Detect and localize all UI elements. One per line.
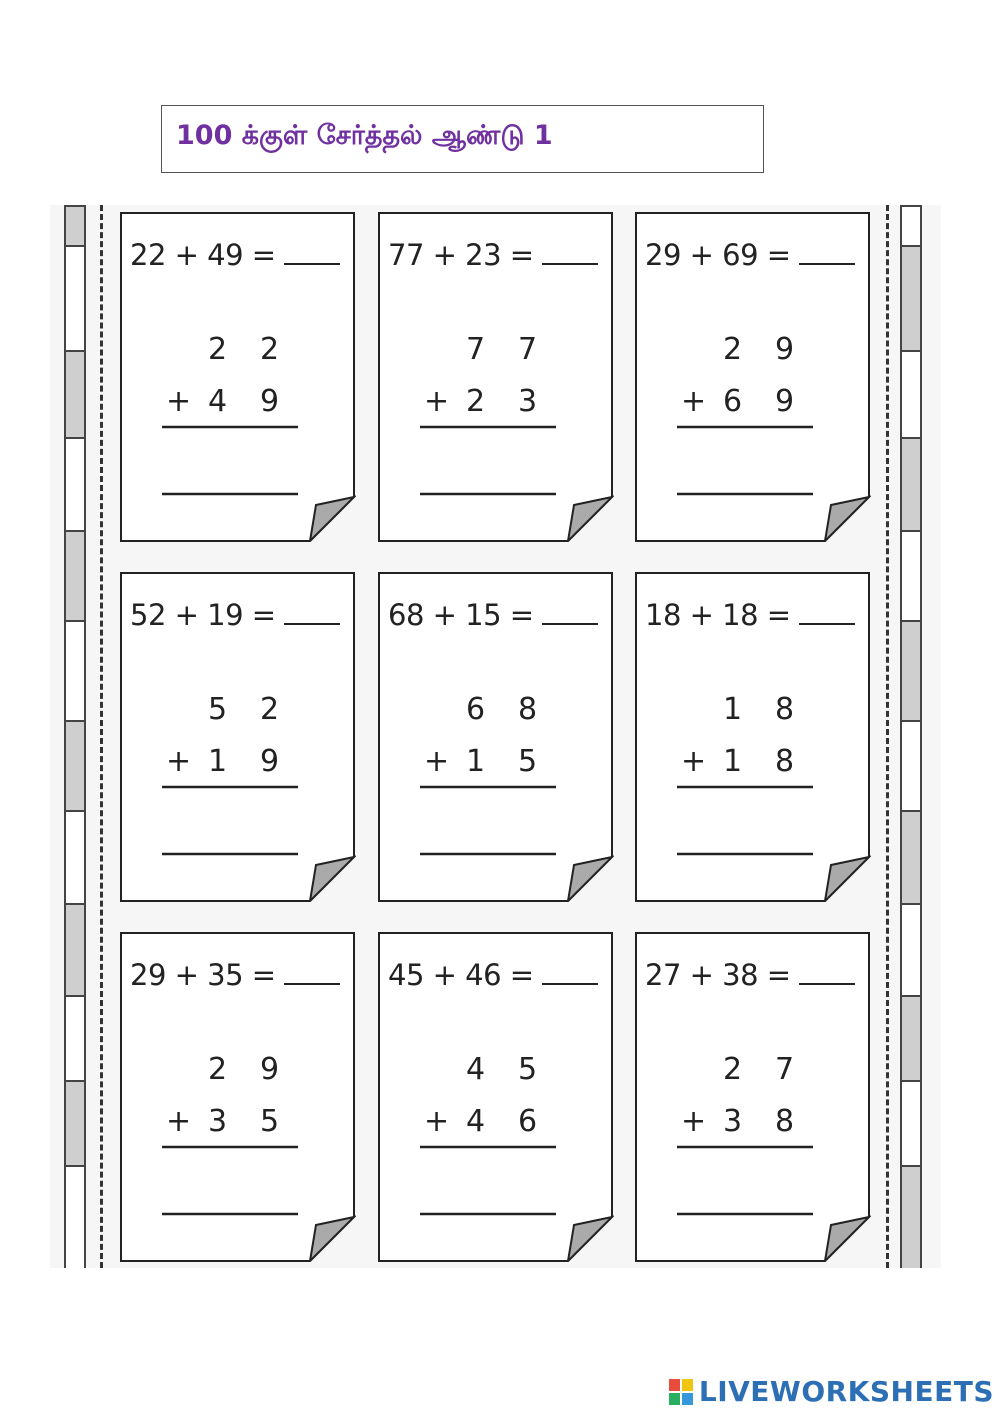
plus-sign: + <box>681 384 707 419</box>
bottom-tens-digit: 2 <box>466 384 486 419</box>
plus-sign: + <box>166 744 192 779</box>
problem-card <box>635 212 871 542</box>
equation-text <box>645 598 855 632</box>
problem-card <box>635 932 871 1262</box>
problem-card <box>120 932 356 1262</box>
equation-text <box>130 598 340 632</box>
title-box <box>161 105 764 173</box>
border-segment <box>66 530 84 620</box>
top-tens-digit: 2 <box>208 332 228 367</box>
bottom-ones-digit: 8 <box>775 744 795 779</box>
top-ones-digit: 9 <box>260 1052 280 1087</box>
worksheet-sheet <box>50 205 941 1268</box>
bottom-ones-digit: 9 <box>260 744 280 779</box>
top-ones-digit: 7 <box>775 1052 795 1087</box>
equation-answer-blank[interactable] <box>542 959 598 985</box>
equation-label: 22 + 49 = <box>130 238 276 272</box>
equation-label: 52 + 19 = <box>130 598 276 632</box>
top-tens-digit: 7 <box>466 332 486 367</box>
problem-card <box>120 572 356 902</box>
top-ones-digit: 8 <box>775 692 795 727</box>
logo-text: LIVEWORKSHEETS <box>698 1375 994 1408</box>
bottom-tens-digit: 3 <box>208 1104 228 1139</box>
top-ones-digit: 7 <box>518 332 538 367</box>
top-tens-digit: 2 <box>723 1052 743 1087</box>
bottom-tens-digit: 6 <box>723 384 743 419</box>
border-segment <box>902 530 920 620</box>
problem-card <box>378 572 614 902</box>
left-border-strip <box>64 205 86 1268</box>
equation-answer-blank[interactable] <box>799 959 855 985</box>
top-tens-digit: 4 <box>466 1052 486 1087</box>
border-segment <box>66 620 84 720</box>
equation-label: 29 + 69 = <box>645 238 791 272</box>
top-ones-digit: 5 <box>518 1052 538 1087</box>
equation-text <box>388 598 598 632</box>
equation-text <box>645 958 855 992</box>
bottom-ones-digit: 9 <box>260 384 280 419</box>
top-ones-digit: 2 <box>260 692 280 727</box>
plus-sign: + <box>424 744 450 779</box>
bottom-ones-digit: 8 <box>775 1104 795 1139</box>
border-segment <box>902 350 920 437</box>
liveworksheets-logo <box>669 1375 994 1408</box>
bottom-tens-digit: 1 <box>723 744 743 779</box>
top-tens-digit: 1 <box>723 692 743 727</box>
plus-sign: + <box>681 1104 707 1139</box>
worksheet-title: 100 க்குள் சேர்த்தல் ஆண்டு 1 <box>176 120 553 151</box>
border-segment <box>66 1080 84 1165</box>
equation-label: 77 + 23 = <box>388 238 534 272</box>
top-ones-digit: 9 <box>775 332 795 367</box>
bottom-ones-digit: 6 <box>518 1104 538 1139</box>
bottom-ones-digit: 3 <box>518 384 538 419</box>
problem-card <box>378 932 614 1262</box>
equation-answer-blank[interactable] <box>799 239 855 265</box>
bottom-tens-digit: 4 <box>208 384 228 419</box>
border-segment <box>66 810 84 903</box>
equation-label: 27 + 38 = <box>645 958 791 992</box>
border-segment <box>66 720 84 810</box>
equation-answer-blank[interactable] <box>284 239 340 265</box>
equation-answer-blank[interactable] <box>542 239 598 265</box>
problem-card <box>120 212 356 542</box>
equation-answer-blank[interactable] <box>799 599 855 625</box>
bottom-tens-digit: 1 <box>208 744 228 779</box>
top-tens-digit: 2 <box>208 1052 228 1087</box>
plus-sign: + <box>681 744 707 779</box>
bottom-tens-digit: 1 <box>466 744 486 779</box>
plus-sign: + <box>166 1104 192 1139</box>
top-ones-digit: 2 <box>260 332 280 367</box>
top-ones-digit: 8 <box>518 692 538 727</box>
equation-label: 29 + 35 = <box>130 958 276 992</box>
border-segment <box>66 995 84 1080</box>
border-segment <box>66 437 84 530</box>
equation-label: 18 + 18 = <box>645 598 791 632</box>
border-segment <box>902 245 920 350</box>
border-segment <box>902 620 920 720</box>
equation-answer-blank[interactable] <box>284 959 340 985</box>
top-tens-digit: 2 <box>723 332 743 367</box>
right-dashed-line <box>886 205 889 1268</box>
equation-text <box>130 238 340 272</box>
top-tens-digit: 6 <box>466 692 486 727</box>
problem-card <box>378 212 614 542</box>
border-segment <box>902 720 920 810</box>
equation-label: 68 + 15 = <box>388 598 534 632</box>
bottom-ones-digit: 5 <box>260 1104 280 1139</box>
equation-text <box>130 958 340 992</box>
equation-label: 45 + 46 = <box>388 958 534 992</box>
plus-sign: + <box>424 1104 450 1139</box>
liveworksheets-icon <box>669 1379 693 1405</box>
bottom-tens-digit: 3 <box>723 1104 743 1139</box>
border-segment <box>902 437 920 530</box>
plus-sign: + <box>424 384 450 419</box>
right-border-strip <box>900 205 922 1268</box>
border-segment <box>66 903 84 995</box>
border-segment <box>66 245 84 350</box>
border-segment <box>66 350 84 437</box>
border-segment <box>902 810 920 903</box>
problem-card <box>635 572 871 902</box>
equation-text <box>645 238 855 272</box>
border-segment <box>902 205 920 245</box>
border-segment <box>902 995 920 1080</box>
equation-text <box>388 238 598 272</box>
border-segment <box>66 205 84 245</box>
border-segment <box>902 1080 920 1165</box>
equation-text <box>388 958 598 992</box>
plus-sign: + <box>166 384 192 419</box>
bottom-ones-digit: 5 <box>518 744 538 779</box>
border-segment <box>66 1165 84 1268</box>
bottom-tens-digit: 4 <box>466 1104 486 1139</box>
top-tens-digit: 5 <box>208 692 228 727</box>
left-dashed-line <box>100 205 103 1268</box>
equation-answer-blank[interactable] <box>542 599 598 625</box>
equation-answer-blank[interactable] <box>284 599 340 625</box>
border-segment <box>902 903 920 995</box>
border-segment <box>902 1165 920 1268</box>
bottom-ones-digit: 9 <box>775 384 795 419</box>
